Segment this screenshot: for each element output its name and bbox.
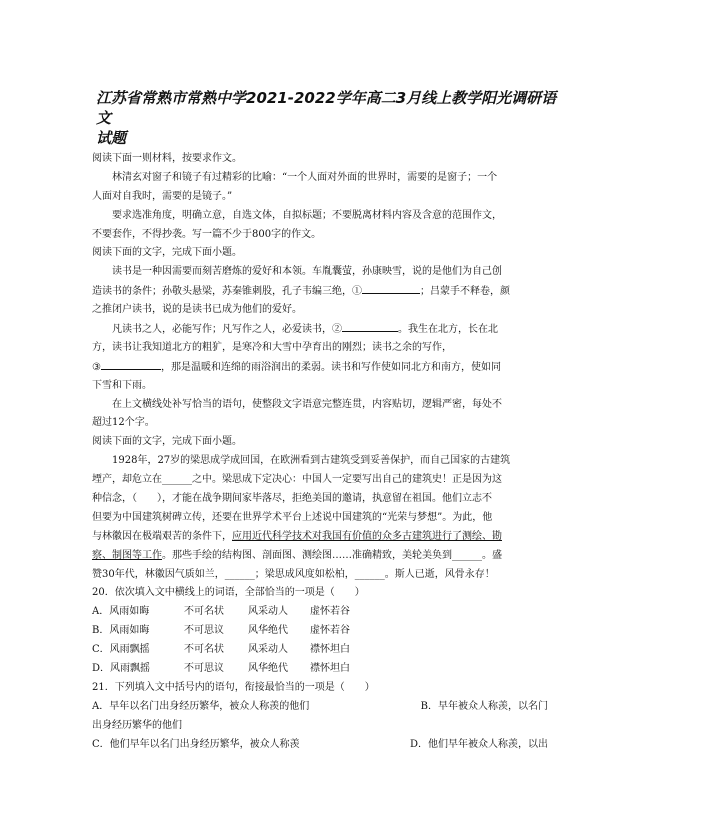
section2-paragraph-line: [92, 282, 548, 301]
document-title: [96, 88, 566, 148]
q20-option-d: [92, 660, 548, 679]
option-cell: 风华绝代: [248, 625, 288, 637]
section2-text: ，那是温暖和连绵的雨浴润出的柔弱。读书和写作使如同北方和南方，使如同: [160, 361, 501, 373]
section3-paragraph-line: 赞30年代，林徽因气质如兰，______；梁思成风度如松柏，______。斯人已逝，风骨永存！: [92, 568, 495, 580]
option-cell: 风采动人: [248, 644, 288, 656]
title-line-2: 试题: [96, 129, 127, 147]
option-cell: B．风雨如晦: [92, 625, 150, 637]
section2-text: ；吕蒙手不释卷，颜: [420, 286, 510, 298]
section3-instruction: 阅读下面的文字，完成下面小题。: [92, 436, 242, 448]
option-cell: 风华绝代: [248, 663, 288, 675]
section2-text: 造读书的条件；孙敬头悬梁，苏秦锥刺股，孔子韦编三绝，①: [92, 286, 362, 298]
section2-task-line: 在上文横线处补写恰当的语句，使整段文字语意完整连贯，内容贴切，逻辑严密，每处不: [112, 398, 502, 410]
section3-text: 。那些手绘的结构图、剖面图、测绘图……准确精致，美轮美奂到______。盛: [162, 549, 502, 561]
document-body: [92, 150, 548, 755]
option-cell: A．风雨如晦: [92, 606, 150, 618]
option-cell: D．风雨飘摇: [92, 663, 151, 675]
underlined-sentence: 应用近代科学技术对我国有价值的众多古建筑进行了测绘、勘: [232, 530, 502, 542]
section3-paragraph-line: 种信念，（ ），才能在战争期间家毕落尽，拒绝美国的邀请，执意留在祖国。他们立志不: [92, 493, 492, 505]
option-cell: 襟怀坦白: [310, 644, 350, 656]
section3-paragraph-line: 1928年，27岁的梁思成学成回国，在欧洲看到古建筑受到妥善保护，而自己国家的古建筑: [112, 455, 511, 467]
q21-option-a: A．早年以名门出身经历繁华，被众人称羡的他们: [92, 700, 310, 712]
section1-paragraph-line: 人面对自我时，需要的是镜子。”: [92, 190, 233, 202]
q21-option-c: C．他们早年以名门出身经历繁华，被众人称羡: [92, 738, 300, 750]
option-cell: 不可思议: [184, 625, 224, 637]
blank-2: [342, 320, 398, 332]
section2-instruction: 阅读下面的文字，完成下面小题。: [92, 247, 242, 259]
q21-options-cd: [92, 736, 548, 755]
section3-paragraph-line: [92, 547, 548, 566]
underlined-sentence: 察、制图等工作: [92, 549, 162, 561]
section2-paragraph-line: [92, 320, 548, 339]
option-cell: 不可思议: [184, 663, 224, 675]
section2-paragraph-line: 读书是一种因需要而刻苦磨炼的爱好和本领。车胤囊萤，孙康映雪，说的是他们为自己创: [112, 266, 502, 278]
question-21-stem: 21．下列填入文中括号内的语句，衔接最恰当的一项是（ ）: [92, 681, 375, 693]
blank-1: [362, 282, 420, 294]
section2-text: 凡读书之人，必能写作；凡写作之人，必爱读书，②: [112, 324, 342, 336]
option-cell: 襟怀坦白: [310, 663, 350, 675]
section1-paragraph-line: 林清玄对窗子和镜子有过精彩的比喻：“一个人面对外面的世界时，需要的是窗子；一个: [112, 171, 498, 183]
blank-3: [101, 358, 161, 370]
section1-instruction: 阅读下面一则材料，按要求作文。: [92, 153, 242, 164]
option-cell: C．风雨飘摇: [92, 644, 150, 656]
q20-option-c: [92, 641, 548, 660]
section1-requirement-line: 要求选准角度，明确立意，自选文体，自拟标题；不要脱离材料内容及含意的范围作文，: [112, 209, 502, 221]
section2-text: ③: [92, 361, 101, 373]
question-20-stem: 20．依次填入文中横线上的词语，全部恰当的一项是（ ）: [92, 587, 365, 599]
q21-options-ab: [92, 698, 548, 717]
section3-paragraph-line: 但要为中国建筑树碑立传，还要在世界学术平台上述说中国建筑的“光荣与梦想”。为此，他: [92, 511, 493, 523]
section2-paragraph-line: 之推闭户读书，说的是读书已成为他们的爱好。: [92, 304, 302, 316]
option-cell: 虚怀若谷: [310, 625, 350, 637]
q21-option-b-continued: 出身经历繁华的他们: [92, 719, 182, 731]
section3-paragraph-line: 堙产，却危立在______之中。梁思成下定决心：中国人一定要写出自己的建筑史！正是因为这: [92, 474, 502, 486]
section3-paragraph-line: [92, 528, 548, 547]
q20-option-b: [92, 622, 548, 641]
option-cell: 风采动人: [248, 606, 288, 618]
q21-option-d: D．他们早年被众人称羡，以出: [409, 738, 548, 750]
section2-paragraph-line: 方，读书让我知道北方的粗犷，是寒冷和大雪中孕育出的刚烈；读书之余的写作，: [92, 341, 452, 353]
option-cell: 虚怀若谷: [310, 606, 350, 618]
q21-option-b: B．早年被众人称羡，以名门: [420, 700, 548, 712]
section2-paragraph-line: [92, 358, 548, 377]
option-cell: 不可名状: [184, 644, 224, 656]
section1-requirement-line: 不要套作，不得抄袭。写一篇不少于800字的作文。: [92, 228, 322, 240]
title-line-1: 江苏省常熟市常熟中学2021-2022学年高二3月线上教学阳光调研语文: [96, 89, 557, 127]
section2-paragraph-line: 下雪和下雨。: [92, 379, 152, 391]
section3-text: 与林徽因在极端艰苦的条件下，: [92, 530, 232, 542]
section2-text: 。我生在北方，长在北: [398, 324, 498, 336]
q20-option-a: [92, 603, 548, 622]
option-cell: 不可名状: [184, 606, 224, 618]
section2-task-line: 超过12个字。: [92, 417, 155, 429]
